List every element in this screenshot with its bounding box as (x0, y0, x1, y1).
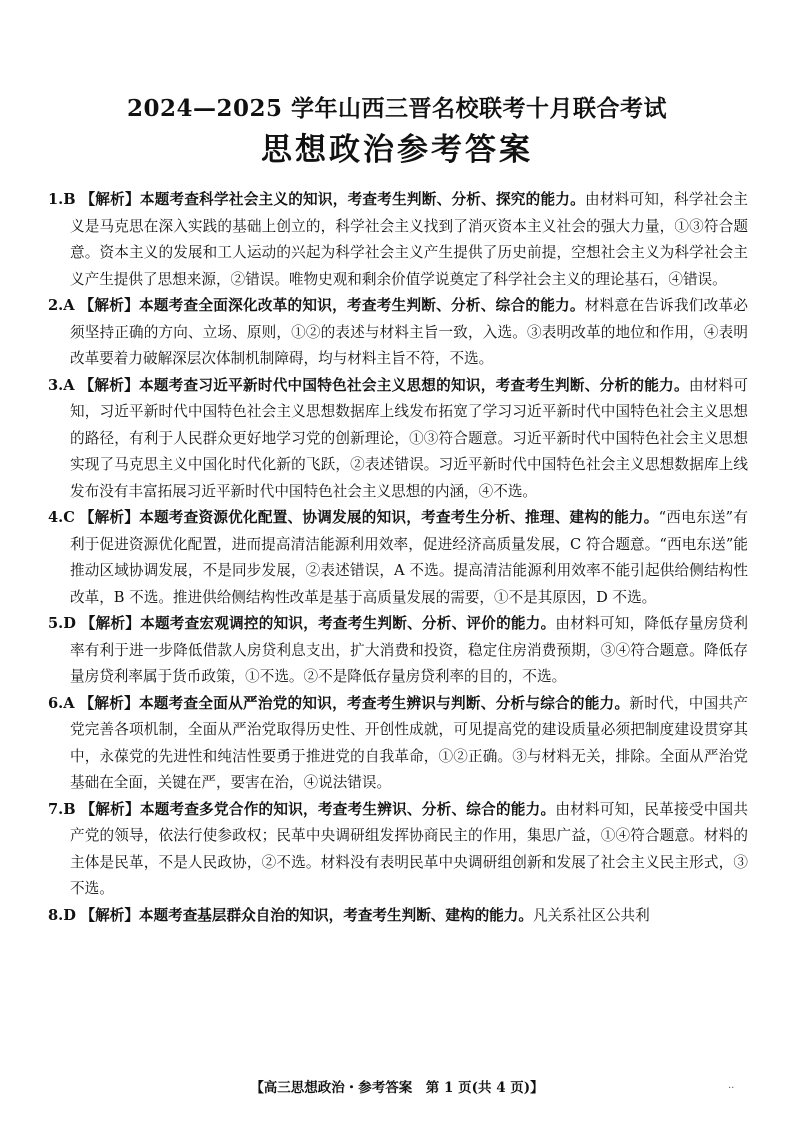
analysis-body: 由材料可知，习近平新时代中国特色社会主义思想数据库上线发布拓宽了学习习近平新时代中国特色社会主义思想的路径，有利于人民群众更好地学习党的创新理论，①③符合题意。习近平新时代中国特色社会主义思想实现了马克思主义中国化时代化新的飞跃，②表述错误。习近平新时代中国特色社会主义思想数据库上线发布没有丰富拓展习近平新时代中国特色社会主义思想的内涵，④不选。 (70, 376, 748, 500)
analysis-body: 由材料可知，科学社会主义是马克思在深入实践的基础上创立的，科学社会主义找到了消灭资本主义社会的强大力量，①③符合题意。资本主义的发展和工人运动的兴起为科学社会主义产生提供了历史前提，空想社会主义为科学社会主义产生提供了思想来源，②错误。唯物史观和剩余价值学说奠定了科学社会主义的理论基石，④错误。 (70, 191, 748, 288)
analysis-head: 本题考查基层群众自治的知识，考查考生判断、建构的能力。 (138, 906, 533, 924)
analysis-tag: 【解析】 (79, 297, 139, 314)
answer-list (48, 187, 748, 929)
analysis-body: 材料意在告诉我们改革必须坚持正确的方向、立场、原则，①②的表述与材料主旨一致，入选。③表明改革的地位和作用，④表明改革要着力破解深层次体制机制障碍，均与材料主旨不符，不选。 (70, 297, 748, 367)
analysis-head: 本题考查多党合作的知识，考查考生辨识、分析、综合的能力。 (139, 800, 556, 818)
analysis-body: 凡关系社区公共利 (532, 906, 650, 924)
analysis-tag: 【解析】 (80, 615, 141, 632)
corner-dots: .. (728, 1080, 735, 1091)
analysis-head: 本题考查科学社会主义的知识，考查考生判断、分析、探究的能力。 (139, 191, 585, 208)
exam-title: 2024—2025 学年山西三晋名校联考十月联合考试 (126, 95, 668, 122)
analysis-tag: 【解析】 (80, 800, 140, 818)
answer-item (48, 373, 748, 506)
answer-item (48, 611, 748, 691)
answer-number: 6.A (48, 694, 75, 712)
answer-number: 1.B (48, 191, 76, 208)
analysis-head: 本题考查习近平新时代中国特色社会主义思想的知识，考查考生判断、分析的能力。 (138, 376, 689, 394)
analysis-head: 本题考查全面从严治党的知识，考查考生辨识与判断、分析与综合的能力。 (138, 694, 630, 712)
answer-number: 4.C (48, 509, 75, 526)
analysis-head: 本题考查全面深化改革的知识，考查考生判断、分析、综合的能力。 (138, 297, 585, 314)
answer-item (48, 903, 748, 930)
answer-item (48, 691, 748, 797)
analysis-body: “西电东送”有利于促进资源优化配置，进而提高清洁能源利用效率，促进经济高质量发展，C 符合题意。“西电东送”能推动区域协调发展，不是同步发展，②表述错误，A 不选。提高清洁能源利用效率不能引起供给侧结构性改革，B 不选。推进供给侧结构性改革是基于高质量发展的需要，①不是其原因，D 不选。 (70, 509, 748, 606)
answer-item (48, 293, 748, 373)
analysis-tag: 【解析】 (80, 906, 139, 924)
answer-item (48, 505, 748, 611)
answer-number: 2.A (48, 297, 75, 314)
page-footer: 【高三思想政治・参考答案 第 1 页(共 4 页)】 (250, 1080, 544, 1096)
answer-number: 5.D (48, 615, 76, 632)
analysis-body: 由材料可知，降低存量房贷利率有利于进一步降低借款人房贷利息支出，扩大消费和投资，稳定住房消费预期，③④符合题意。降低存量房贷利率属于货币政策，①不选。②不是降低存量房贷利率的目的，不选。 (70, 615, 748, 685)
analysis-tag: 【解析】 (79, 509, 140, 526)
answer-number: 8.D (48, 906, 76, 924)
answer-number: 3.A (48, 376, 75, 394)
analysis-head: 本题考查宏观调控的知识，考查考生判断、分析、评价的能力。 (140, 615, 556, 632)
analysis-tag: 【解析】 (79, 694, 139, 712)
answer-item (48, 187, 748, 293)
answer-number: 7.B (48, 800, 76, 818)
answer-item (48, 797, 748, 903)
analysis-body: 新时代，中国共产党完善各项机制，全面从严治党取得历史性、开创性成就，可见提高党的建设质量必须把制度建设贯穿其中，永葆党的先进性和纯洁性要勇于推进党的自我革命，①②正确。③与材料无关，排除。全面从严治党基础在全面，关键在严，要害在治，④说法错误。 (70, 694, 748, 791)
analysis-body: 由材料可知，民革接受中国共产党的领导，依法行使参政权；民革中央调研组发挥协商民主的作用，集思广益，①④符合题意。材料的主体是民革，不是人民政协，②不选。材料没有表明民革中央调研组创新和发展了社会主义民主形式，③不选。 (70, 800, 748, 897)
analysis-tag: 【解析】 (79, 376, 139, 394)
analysis-tag: 【解析】 (80, 191, 140, 208)
analysis-head: 本题考查资源优化配置、协调发展的知识，考查考生分析、推理、建构的能力。 (139, 509, 659, 526)
answer-subtitle: 思想政治参考答案 (261, 132, 533, 168)
